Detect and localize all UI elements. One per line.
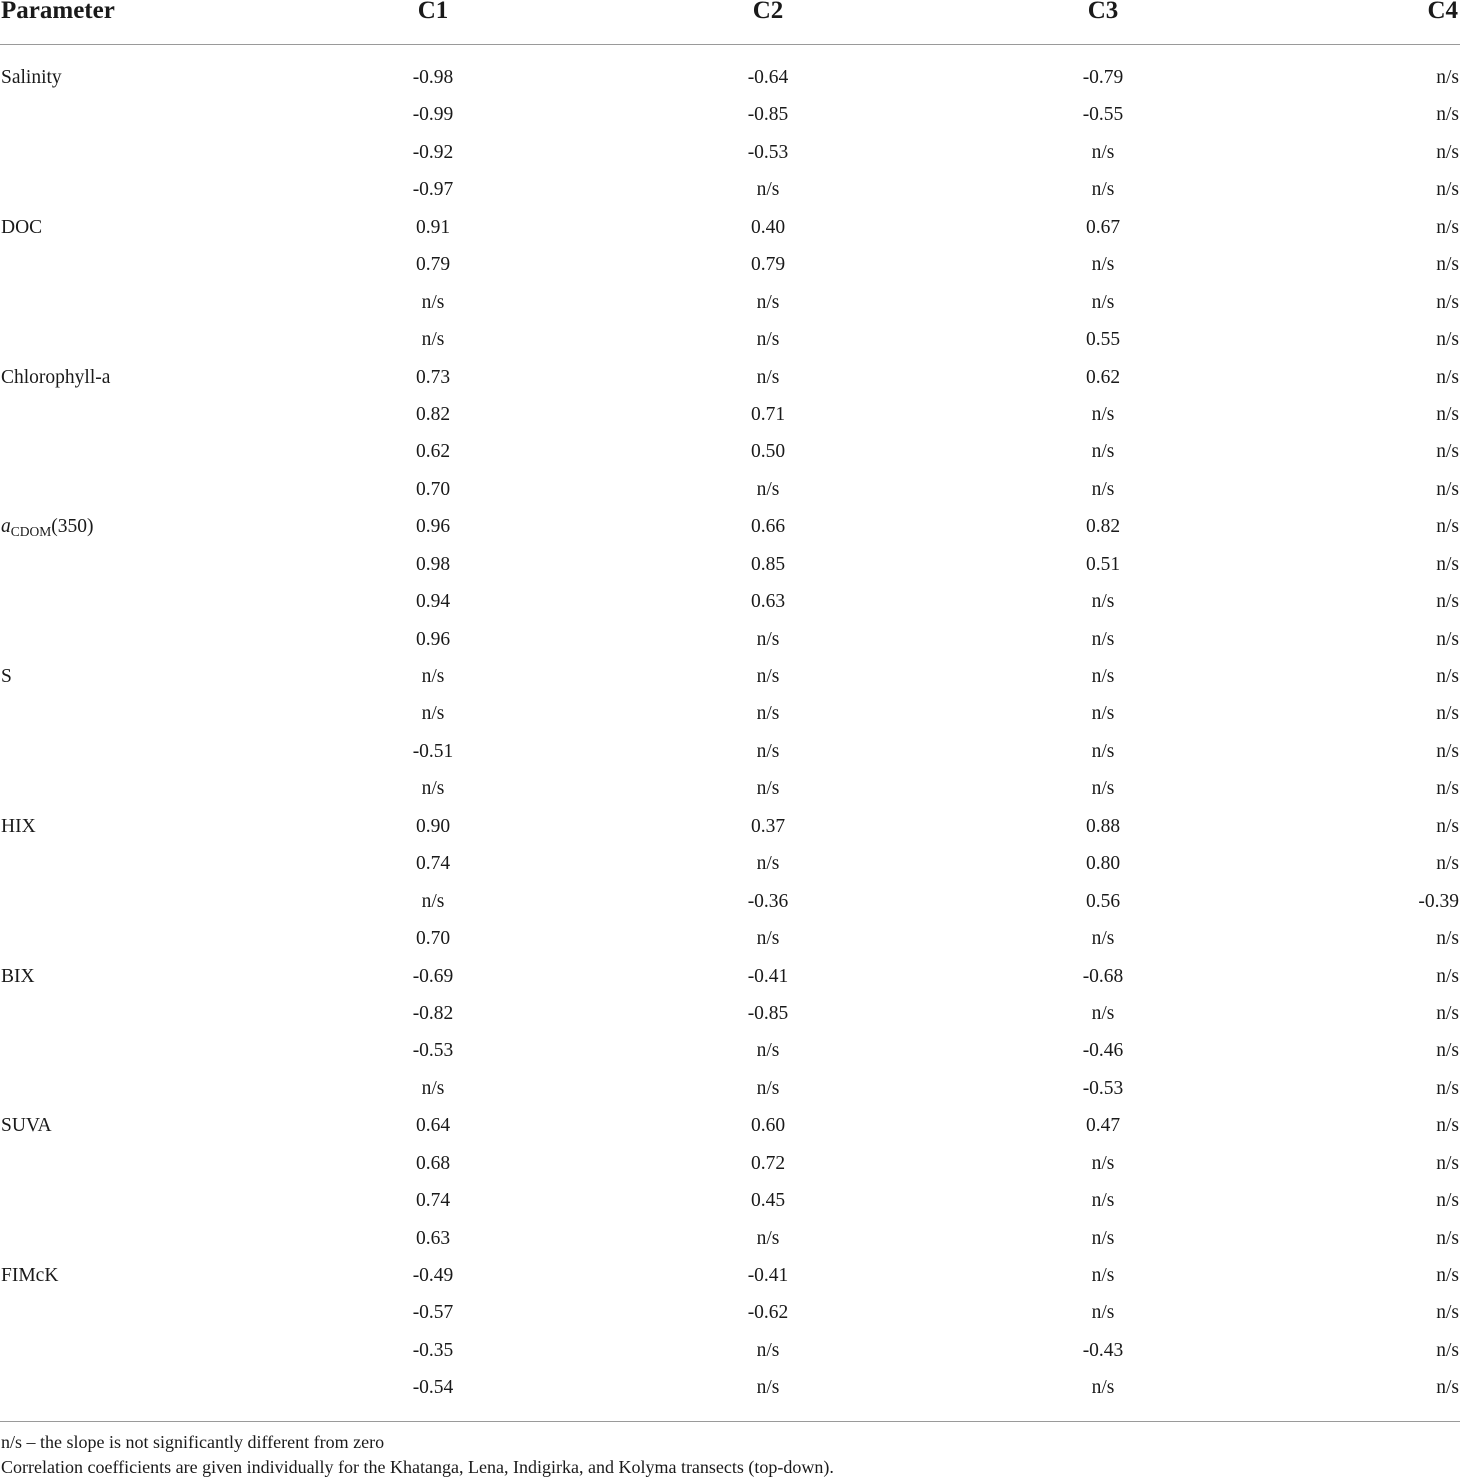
value-cell-c4: n/s bbox=[1436, 1115, 1459, 1137]
value-cell-c1: -0.51 bbox=[412, 740, 454, 762]
value-cell-c2: n/s bbox=[756, 1040, 780, 1062]
value-cell-c2: 0.71 bbox=[750, 403, 786, 425]
table-row bbox=[0, 1182, 1460, 1219]
value-cell-c2: 0.40 bbox=[750, 216, 786, 238]
header-c2: C2 bbox=[752, 0, 784, 24]
value-cell-c1: 0.74 bbox=[415, 1190, 451, 1212]
value-cell-c1: -0.98 bbox=[412, 67, 454, 88]
value-cell-c4: n/s bbox=[1436, 441, 1459, 463]
value-cell-c2: n/s bbox=[756, 1339, 780, 1361]
table-row bbox=[0, 546, 1460, 583]
table-row bbox=[0, 695, 1460, 732]
value-cell-c4: n/s bbox=[1436, 1302, 1459, 1324]
value-cell-c4: n/s bbox=[1436, 1265, 1459, 1286]
value-cell-c1: -0.35 bbox=[412, 1339, 454, 1361]
value-cell-c2: n/s bbox=[756, 478, 780, 500]
value-cell-c2: n/s bbox=[756, 628, 780, 650]
value-cell-c1: 0.96 bbox=[415, 516, 451, 538]
value-cell-c4: n/s bbox=[1436, 740, 1459, 762]
value-cell-c3: n/s bbox=[1091, 179, 1115, 201]
value-cell-c2: 0.63 bbox=[750, 591, 786, 613]
value-cell-c2: n/s bbox=[756, 366, 780, 388]
value-cell-c2: n/s bbox=[756, 740, 780, 762]
value-cell-c2: -0.62 bbox=[747, 1302, 789, 1324]
table-body bbox=[0, 45, 1460, 1422]
table-row bbox=[0, 808, 1460, 845]
value-cell-c2: n/s bbox=[756, 179, 780, 201]
value-cell-c4: n/s bbox=[1436, 403, 1459, 425]
value-cell-c2: -0.85 bbox=[747, 104, 789, 126]
table-row bbox=[0, 883, 1460, 920]
value-cell-c3: -0.55 bbox=[1082, 104, 1124, 126]
value-cell-c2: n/s bbox=[756, 1077, 780, 1099]
value-cell-c1: 0.68 bbox=[415, 1152, 451, 1174]
value-cell-c2: n/s bbox=[756, 928, 780, 950]
value-cell-c2: 0.79 bbox=[750, 254, 786, 276]
parameter-cell: DOC bbox=[1, 216, 43, 238]
table-row bbox=[0, 1032, 1460, 1069]
value-cell-c2: n/s bbox=[756, 778, 780, 800]
value-cell-c4: n/s bbox=[1436, 1377, 1459, 1399]
value-cell-c3: 0.51 bbox=[1085, 553, 1121, 575]
header-parameter: Parameter bbox=[1, 0, 115, 24]
value-cell-c4: -0.39 bbox=[1418, 890, 1459, 912]
value-cell-c2: n/s bbox=[756, 666, 780, 687]
value-cell-c4: n/s bbox=[1436, 628, 1459, 650]
value-cell-c3: n/s bbox=[1091, 628, 1115, 650]
value-cell-c2: n/s bbox=[756, 1227, 780, 1249]
value-cell-c3: 0.47 bbox=[1085, 1115, 1121, 1137]
table-row bbox=[0, 995, 1460, 1032]
value-cell-c1: 0.90 bbox=[415, 815, 451, 837]
table-row bbox=[0, 770, 1460, 807]
value-cell-c3: n/s bbox=[1091, 478, 1115, 500]
table-row bbox=[0, 733, 1460, 770]
value-cell-c3: -0.79 bbox=[1082, 67, 1124, 88]
value-cell-c4: n/s bbox=[1436, 1002, 1459, 1024]
table-row bbox=[0, 920, 1460, 957]
value-cell-c1: 0.79 bbox=[415, 254, 451, 276]
value-cell-c4: n/s bbox=[1436, 965, 1459, 987]
value-cell-c3: n/s bbox=[1091, 1152, 1115, 1174]
value-cell-c4: n/s bbox=[1436, 815, 1459, 837]
value-cell-c1: 0.82 bbox=[415, 403, 451, 425]
value-cell-c2: 0.50 bbox=[750, 441, 786, 463]
value-cell-c2: 0.45 bbox=[750, 1190, 786, 1212]
value-cell-c2: n/s bbox=[756, 329, 780, 351]
footnote-ns: n/s – the slope is not significantly different from zero bbox=[1, 1432, 385, 1452]
value-cell-c3: 0.80 bbox=[1085, 853, 1121, 875]
value-cell-c1: 0.62 bbox=[415, 441, 451, 463]
table-row bbox=[0, 396, 1460, 433]
parameter-cell: Chlorophyll-a bbox=[1, 366, 111, 388]
value-cell-c1: n/s bbox=[421, 666, 445, 687]
value-cell-c1: 0.96 bbox=[415, 628, 451, 650]
value-cell-c1: 0.94 bbox=[415, 591, 451, 613]
header-c1: C1 bbox=[417, 0, 449, 24]
value-cell-c3: 0.88 bbox=[1085, 815, 1121, 837]
value-cell-c1: 0.64 bbox=[415, 1115, 451, 1137]
value-cell-c3: n/s bbox=[1091, 1190, 1115, 1212]
value-cell-c3: n/s bbox=[1091, 1227, 1115, 1249]
header-c4: C4 bbox=[1427, 0, 1458, 24]
value-cell-c1: 0.98 bbox=[415, 553, 451, 575]
value-cell-c4: n/s bbox=[1436, 216, 1459, 238]
value-cell-c3: 0.67 bbox=[1085, 216, 1121, 238]
value-cell-c4: n/s bbox=[1436, 703, 1459, 725]
parameter-cell: HIX bbox=[1, 815, 36, 837]
value-cell-c3: n/s bbox=[1091, 141, 1115, 163]
value-cell-c4: n/s bbox=[1436, 104, 1459, 126]
table-row bbox=[0, 1070, 1460, 1107]
value-cell-c2: n/s bbox=[756, 853, 780, 875]
table-row bbox=[0, 96, 1460, 133]
value-cell-c4: n/s bbox=[1436, 516, 1459, 538]
table-row bbox=[0, 134, 1460, 171]
value-cell-c1: 0.74 bbox=[415, 853, 451, 875]
table-row bbox=[0, 209, 1460, 246]
value-cell-c1: 0.91 bbox=[415, 216, 451, 238]
table-row bbox=[0, 433, 1460, 470]
value-cell-c2: 0.60 bbox=[750, 1115, 786, 1137]
value-cell-c3: 0.62 bbox=[1085, 366, 1121, 388]
value-cell-c1: -0.49 bbox=[412, 1265, 454, 1286]
table-row bbox=[0, 284, 1460, 321]
parameter-cell: BIX bbox=[1, 965, 35, 987]
table-row bbox=[0, 321, 1460, 358]
value-cell-c4: n/s bbox=[1436, 179, 1459, 201]
value-cell-c3: -0.43 bbox=[1082, 1339, 1124, 1361]
value-cell-c1: -0.69 bbox=[412, 965, 454, 987]
value-cell-c1: -0.92 bbox=[412, 141, 454, 163]
table-footnotes bbox=[1, 1430, 834, 1480]
value-cell-c4: n/s bbox=[1436, 291, 1459, 313]
value-cell-c2: -0.36 bbox=[747, 890, 789, 912]
value-cell-c2: -0.41 bbox=[747, 965, 789, 987]
table-row bbox=[0, 471, 1460, 508]
value-cell-c1: 0.70 bbox=[415, 928, 451, 950]
value-cell-c2: 0.72 bbox=[750, 1152, 786, 1174]
table-row bbox=[0, 1145, 1460, 1182]
value-cell-c1: n/s bbox=[421, 890, 445, 912]
value-cell-c4: n/s bbox=[1436, 1190, 1459, 1212]
table-row bbox=[0, 621, 1460, 658]
value-cell-c4: n/s bbox=[1436, 1339, 1459, 1361]
value-cell-c4: n/s bbox=[1436, 67, 1459, 88]
table-row bbox=[0, 658, 1460, 695]
value-cell-c3: n/s bbox=[1091, 441, 1115, 463]
table-row bbox=[0, 845, 1460, 882]
value-cell-c1: 0.70 bbox=[415, 478, 451, 500]
value-cell-c3: n/s bbox=[1091, 291, 1115, 313]
value-cell-c4: n/s bbox=[1436, 478, 1459, 500]
value-cell-c1: 0.63 bbox=[415, 1227, 451, 1249]
value-cell-c4: n/s bbox=[1436, 1152, 1459, 1174]
value-cell-c3: n/s bbox=[1091, 1002, 1115, 1024]
value-cell-c1: 0.73 bbox=[415, 366, 451, 388]
table-row bbox=[0, 508, 1460, 545]
value-cell-c3: n/s bbox=[1091, 1377, 1115, 1399]
header-c3: C3 bbox=[1087, 0, 1119, 24]
value-cell-c2: 0.66 bbox=[750, 516, 786, 538]
value-cell-c1: n/s bbox=[421, 1077, 445, 1099]
parameter-cell: FIMcK bbox=[1, 1265, 59, 1286]
table-row bbox=[0, 59, 1460, 96]
value-cell-c2: n/s bbox=[756, 703, 780, 725]
value-cell-c3: -0.68 bbox=[1082, 965, 1124, 987]
value-cell-c3: n/s bbox=[1091, 403, 1115, 425]
table-header-row bbox=[0, 0, 1460, 45]
value-cell-c3: n/s bbox=[1091, 254, 1115, 276]
value-cell-c1: -0.82 bbox=[412, 1002, 454, 1024]
table-row bbox=[0, 1332, 1460, 1369]
value-cell-c4: n/s bbox=[1436, 141, 1459, 163]
value-cell-c4: n/s bbox=[1436, 329, 1459, 351]
table-row bbox=[0, 1257, 1460, 1294]
parameter-cell: $a_{CDOM}(350)$ bbox=[1, 516, 94, 540]
value-cell-c3: -0.46 bbox=[1082, 1040, 1124, 1062]
value-cell-c2: -0.85 bbox=[747, 1002, 789, 1024]
value-cell-c1: -0.97 bbox=[412, 179, 454, 201]
value-cell-c2: -0.53 bbox=[747, 141, 789, 163]
table-row bbox=[0, 1107, 1460, 1144]
table-row bbox=[0, 1369, 1460, 1406]
value-cell-c3: 0.56 bbox=[1085, 890, 1121, 912]
value-cell-c3: n/s bbox=[1091, 666, 1115, 687]
footnote-transects: Correlation coefficients are given individually for the Khatanga, Lena, Indigirka, and Kolyma transects (top-down). bbox=[1, 1457, 834, 1477]
value-cell-c4: n/s bbox=[1436, 928, 1459, 950]
value-cell-c3: n/s bbox=[1091, 1265, 1115, 1286]
value-cell-c3: n/s bbox=[1091, 928, 1115, 950]
table-row bbox=[0, 171, 1460, 208]
value-cell-c4: n/s bbox=[1436, 1040, 1459, 1062]
value-cell-c2: -0.41 bbox=[747, 1265, 789, 1286]
value-cell-c3: n/s bbox=[1091, 740, 1115, 762]
value-cell-c4: n/s bbox=[1436, 853, 1459, 875]
value-cell-c4: n/s bbox=[1436, 366, 1459, 388]
value-cell-c4: n/s bbox=[1436, 778, 1459, 800]
value-cell-c1: -0.99 bbox=[412, 104, 454, 126]
parameter-cell: S bbox=[1, 666, 12, 687]
parameter-cell: Salinity bbox=[1, 67, 62, 88]
value-cell-c4: n/s bbox=[1436, 553, 1459, 575]
value-cell-c2: n/s bbox=[756, 1377, 780, 1399]
value-cell-c4: n/s bbox=[1436, 591, 1459, 613]
value-cell-c1: n/s bbox=[421, 329, 445, 351]
table-row bbox=[0, 359, 1460, 396]
value-cell-c3: 0.82 bbox=[1085, 516, 1121, 538]
value-cell-c2: 0.85 bbox=[750, 553, 786, 575]
value-cell-c3: n/s bbox=[1091, 703, 1115, 725]
table-row bbox=[0, 246, 1460, 283]
value-cell-c3: n/s bbox=[1091, 591, 1115, 613]
table-row bbox=[0, 583, 1460, 620]
value-cell-c3: 0.55 bbox=[1085, 329, 1121, 351]
value-cell-c4: n/s bbox=[1436, 254, 1459, 276]
value-cell-c2: -0.64 bbox=[747, 67, 789, 88]
value-cell-c1: -0.53 bbox=[412, 1040, 454, 1062]
value-cell-c1: n/s bbox=[421, 291, 445, 313]
value-cell-c3: n/s bbox=[1091, 778, 1115, 800]
value-cell-c4: n/s bbox=[1436, 1227, 1459, 1249]
table-row bbox=[0, 1294, 1460, 1331]
value-cell-c4: n/s bbox=[1436, 666, 1459, 687]
value-cell-c1: -0.54 bbox=[412, 1377, 454, 1399]
value-cell-c3: -0.53 bbox=[1082, 1077, 1124, 1099]
table-row bbox=[0, 958, 1460, 995]
value-cell-c3: n/s bbox=[1091, 1302, 1115, 1324]
value-cell-c2: n/s bbox=[756, 291, 780, 313]
value-cell-c2: 0.37 bbox=[750, 815, 786, 837]
table-row bbox=[0, 1220, 1460, 1257]
value-cell-c4: n/s bbox=[1436, 1077, 1459, 1099]
value-cell-c1: -0.57 bbox=[412, 1302, 454, 1324]
value-cell-c1: n/s bbox=[421, 778, 445, 800]
value-cell-c1: n/s bbox=[421, 703, 445, 725]
parameter-cell: SUVA bbox=[1, 1115, 52, 1137]
